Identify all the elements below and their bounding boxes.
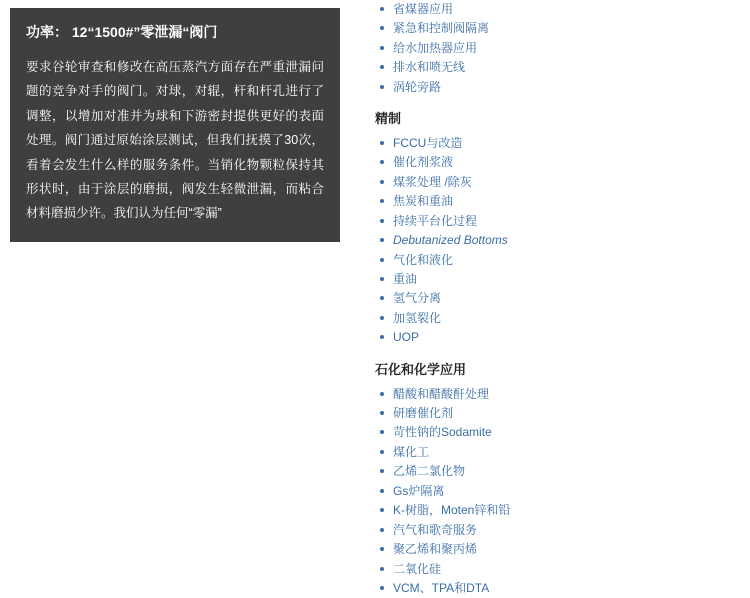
list-item: 研磨催化剂 bbox=[375, 404, 735, 423]
list-item: 汽气和歌奇服务 bbox=[375, 521, 735, 540]
list-item: 二氧化硅 bbox=[375, 560, 735, 579]
list-item: 焦炭和重油 bbox=[375, 192, 735, 211]
list-item: 煤化工 bbox=[375, 443, 735, 462]
section-heading-refining: 精制 bbox=[375, 111, 402, 127]
list-item: 气化和液化 bbox=[375, 251, 735, 270]
list-item: 加氢裂化 bbox=[375, 309, 735, 328]
list-item: 重油 bbox=[375, 270, 735, 289]
list-item: 醋酸和醋酸酐处理 bbox=[375, 385, 735, 404]
list-item: 涡轮旁路 bbox=[375, 78, 735, 97]
list-item: 紧急和控制阀隔离 bbox=[375, 19, 735, 38]
list-item: 聚乙烯和聚丙烯 bbox=[375, 540, 735, 559]
petrochemical-list bbox=[375, 385, 735, 598]
section-heading-petrochemical: 石化和化学应用 bbox=[375, 361, 467, 377]
list-item: 煤浆处理 /除灰 bbox=[375, 173, 735, 192]
list-item: 给水加热器应用 bbox=[375, 39, 735, 58]
panel-title: 功率： 12“1500#”零泄漏“阀门 bbox=[26, 24, 218, 40]
list-item: 催化剂浆液 bbox=[375, 153, 735, 172]
list-item: VCM、TPA和DTA bbox=[375, 579, 735, 598]
list-item: Debutanized Bottoms bbox=[375, 231, 735, 250]
list-item: K-树脂，Moten锌和铅 bbox=[375, 501, 735, 520]
top-application-list bbox=[375, 0, 735, 97]
list-item: 省煤器应用 bbox=[375, 0, 735, 19]
panel-body-text: 要求谷轮审查和修改在高压蒸汽方面存在严重泄漏问题的竞争对手的阀门。对球，对辊，杆和杆孔进行了调整，以增加对准并为球和下游密封提供更好的表面处理。阀门通过原始涂层测试，但我们抚摸了30次，看着会发生什么样的服务条件。当销化物颗粒保持其形状时，由于涂层的磨损，阀发生轻微泄漏，而粘合材料磨损少许。我们认为任何“零漏” bbox=[26, 60, 324, 221]
list-item: 乙烯二氯化物 bbox=[375, 462, 735, 481]
right-column bbox=[375, 0, 735, 598]
list-item: UOP bbox=[375, 328, 735, 347]
list-item: 持续平台化过程 bbox=[375, 212, 735, 231]
list-item: 氢气分离 bbox=[375, 289, 735, 308]
list-item: 苛性钠的Sodamite bbox=[375, 423, 735, 442]
product-highlight-panel bbox=[10, 8, 340, 242]
left-column bbox=[10, 8, 340, 242]
list-item: 排水和喷无线 bbox=[375, 58, 735, 77]
list-item: Gs炉隔离 bbox=[375, 482, 735, 501]
refining-list bbox=[375, 134, 735, 348]
list-item: FCCU与改造 bbox=[375, 134, 735, 153]
